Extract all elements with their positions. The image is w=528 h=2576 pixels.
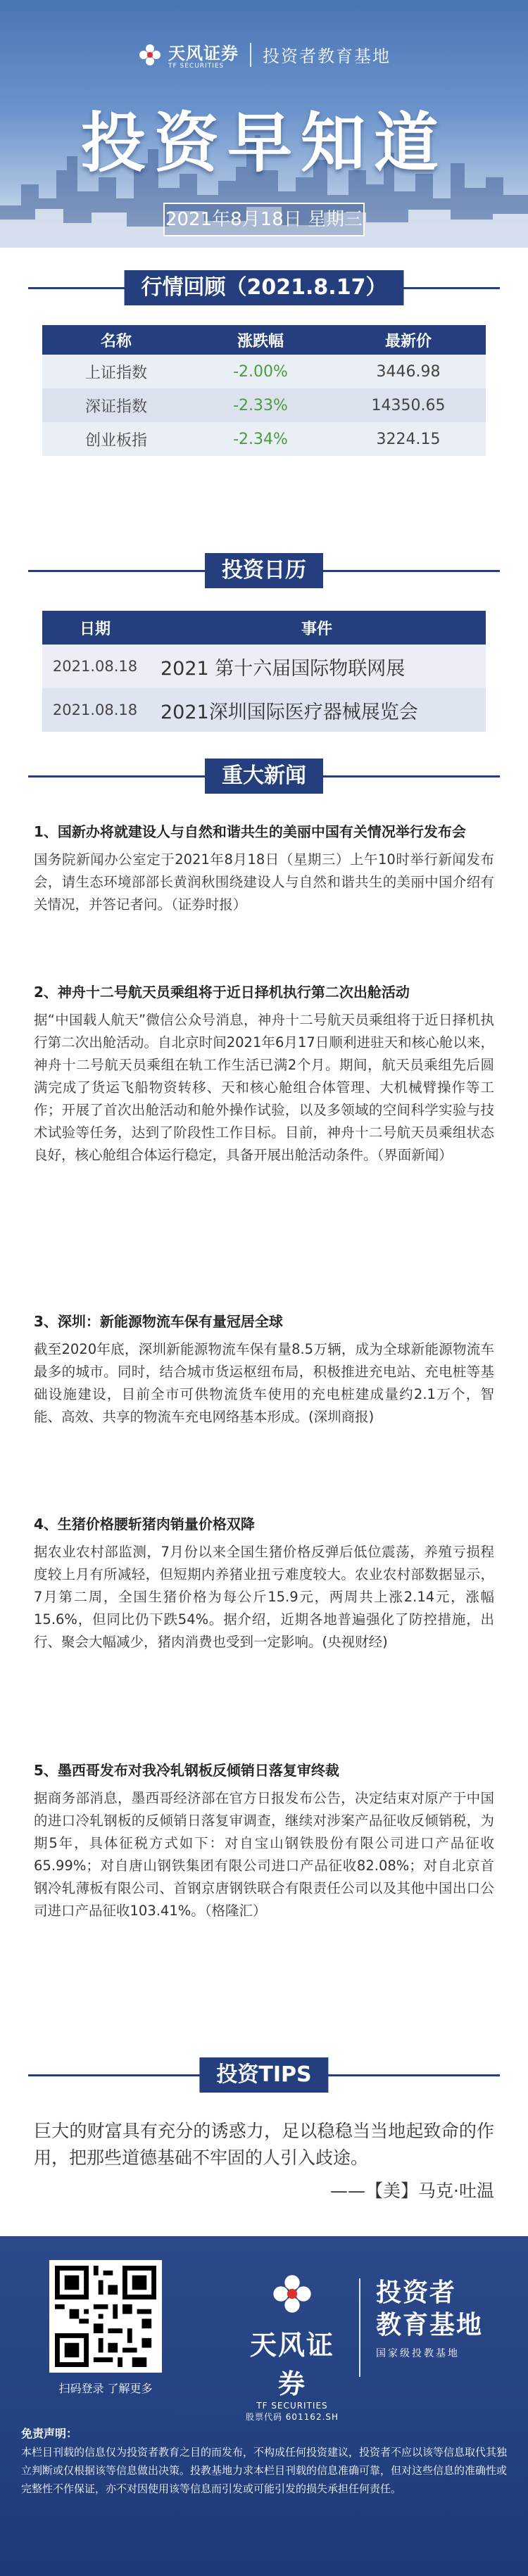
- table-header-row: [42, 325, 486, 355]
- brand-english-name: TF SECURITIES: [168, 63, 225, 70]
- footer: [0, 2236, 528, 2576]
- section-investment-calendar: [0, 553, 528, 588]
- news-item: [34, 820, 494, 916]
- base-title-line1: 投资者: [376, 2278, 457, 2307]
- news-body: 据“中国载人航天”微信公众号消息，神舟十二号航天员乘组将于近日择机执行第二次出舱活动。自北京时间2021年6月17日顺利进驻天和核心舱以来，神舟十二号航天员乘组在轨工作生活已满2个月。期间，航天员乘组先后圆满完成了货运飞船物资转移、天和核心舱组合体管理、大机械臂操作等工作；开展了首次出舱活动和舱外操作试验，以及多领域的空间科学实验与技术试验等任务，达到了阶段性工作目标。目前，神舟十二号航天员乘组状态良好，核心舱组合体运行稳定，具备开展出舱活动条件。（界面新闻）: [34, 1012, 494, 1163]
- section-title: 重大新闻: [205, 759, 323, 794]
- event-name: 2021 第十六届国际物联网展: [148, 645, 486, 688]
- table-row: [42, 388, 486, 422]
- stock-code: 股票代码 601162.SH: [245, 2412, 339, 2422]
- footer-divider: [359, 2278, 360, 2377]
- disclaimer: [21, 2425, 507, 2498]
- section-title: 行情回顾（2021.8.17）: [125, 270, 404, 305]
- table-header-row: [42, 611, 486, 645]
- section-title: 投资日历: [205, 553, 323, 588]
- header-banner: [0, 0, 528, 248]
- table-row: [42, 688, 486, 732]
- investor-education-base: [376, 2277, 483, 2360]
- event-name: 2021深圳国际医疗器械展览会: [148, 688, 486, 732]
- index-change: -2.00%: [190, 355, 331, 388]
- calendar-table: [42, 611, 486, 732]
- index-price: 14350.65: [331, 388, 486, 422]
- index-change: -2.33%: [190, 388, 331, 422]
- news-title: 5、墨西哥发布对我冷轧钢板反倾销日落复审终裁: [34, 1762, 339, 1779]
- section-market-review: [0, 270, 528, 305]
- event-date: 2021.08.18: [42, 645, 148, 688]
- news-title: 2、神舟十二号航天员乘组将于近日择机执行第二次出舱活动: [34, 984, 410, 1001]
- news-item: [34, 1310, 494, 1428]
- flower-logo-icon: [270, 2271, 315, 2316]
- base-subtitle: 国家级投教基地: [376, 2348, 460, 2359]
- table-row: [42, 645, 486, 688]
- brand-logo: [137, 39, 239, 70]
- table-row: [42, 422, 486, 456]
- brand-bar: [0, 39, 528, 70]
- news-item: [34, 1513, 494, 1654]
- disclaimer-text: 本栏目刊载的信息仅为投资者教育之目的而发布，不构成任何投资建议，投资者不应以该等信息取代其独立判断或仅根据该等信息做出决策。投教基地力求本栏目刊载的信息准确可靠，但对这些信息的准确性或完整性不作保证，亦不对因使用该等信息而引发或可能引发的损失承担任何责任。: [21, 2446, 508, 2495]
- qr-caption: 扫码登录 了解更多: [58, 2382, 153, 2395]
- disclaimer-title: 免责声明：: [21, 2427, 78, 2440]
- base-title-line2: 教育基地: [376, 2311, 484, 2340]
- news-body: 截至2020年底，深圳新能源物流车保有量8.5万辆，成为全球新能源物流车最多的城市。同时，结合城市货运枢纽布局，积极推进充电站、充电桩等基础设施建设，目前全市可供物流货车使用的充电桩建成量约2.1万个，智能、高效、共享的物流车充电网络基本形成。(深圳商报): [34, 1341, 494, 1425]
- flower-logo-icon: [137, 42, 163, 68]
- tips-quote: 巨大的财富具有充分的诱惑力，足以稳稳当当地起致命的作用，把那些道德基础不牢固的人引入歧途。: [34, 2121, 494, 2168]
- qr-code-icon: [55, 2266, 156, 2367]
- column-header: 涨跌幅: [190, 325, 331, 355]
- section-investment-tips: [0, 2057, 528, 2093]
- footer-brand-english: TF SECURITIES: [256, 2401, 328, 2411]
- index-name: 上证指数: [42, 355, 190, 388]
- index-name: 创业板指: [42, 422, 190, 456]
- column-header: 日期: [42, 611, 148, 645]
- news-item: [34, 1759, 494, 1922]
- news-body: 据农业农村部监测，7月份以来全国生猪价格反弹后低位震荡，养殖亏损程度较上月有所减轻，但短期内养猪业扭亏难度较大。农业农村部数据显示，7月第二周，全国生猪价格为每公斤15.9元，两周共上涨2.14元，涨幅15.6%，但同比仍下跌54%。据介绍，近期各地普遍强化了防控措施，出行、聚会大幅减少，猪肉消费也受到一定影响。(央视财经): [34, 1544, 494, 1650]
- event-date: 2021.08.18: [42, 688, 148, 732]
- tips-author: ——【美】马克·吐温: [330, 2181, 494, 2201]
- column-header: 最新价: [331, 325, 486, 355]
- section-title: 投资TIPS: [199, 2057, 328, 2093]
- brand-divider: [250, 43, 251, 67]
- market-table: [42, 325, 486, 456]
- news-title: 4、生猪价格腰斩猪肉销量价格双降: [34, 1516, 255, 1533]
- index-change: -2.34%: [190, 422, 331, 456]
- index-name: 深证指数: [42, 388, 190, 422]
- section-major-news: [0, 759, 528, 794]
- footer-brand-name: 天风证券: [249, 2330, 334, 2399]
- news-body: 国务院新闻办公室定于2021年8月18日（星期三）上午10时举行新闻发布会，请生态环境部部长黄润秋围绕建设人与自然和谐共生的美丽中国介绍有关情况，并答记者问。（证券时报）: [34, 851, 494, 913]
- table-row: [42, 355, 486, 388]
- news-title: 1、国新办将就建设人与自然和谐共生的美丽中国有关情况举行发布会: [34, 823, 466, 840]
- news-title: 3、深圳：新能源物流车保有量冠居全球: [34, 1313, 283, 1330]
- page-title: 投资早知道: [80, 106, 447, 181]
- column-header: 事件: [148, 611, 486, 645]
- brand-name: 天风证券: [168, 44, 239, 63]
- footer-brand-logo: [239, 2271, 345, 2423]
- index-price: 3446.98: [331, 355, 486, 388]
- news-body: 据商务部消息，墨西哥经济部在官方日报发布公告，决定结束对原产于中国的进口冷轧钢板的反倾销日落复审调查，继续对涉案产品征收反倾销税，为期5年，具体征税方式如下：对自宝山钢铁股份有限公司进口产品征收65.99%；对自唐山钢铁集团有限公司进口产品征收82.08%；对自北京首钢冷轧薄板有限公司、首钢京唐钢铁联合有限责任公司以及其他中国出口公司进口产品征收103.41%。（格隆汇）: [34, 1790, 494, 1919]
- brand-subtitle: 投资者教育基地: [263, 46, 391, 66]
- qr-code[interactable]: [49, 2260, 162, 2373]
- news-item: [34, 981, 494, 1167]
- date-badge: 2021年8月18日 星期三: [163, 203, 365, 236]
- column-header: 名称: [42, 325, 190, 355]
- index-price: 3224.15: [331, 422, 486, 456]
